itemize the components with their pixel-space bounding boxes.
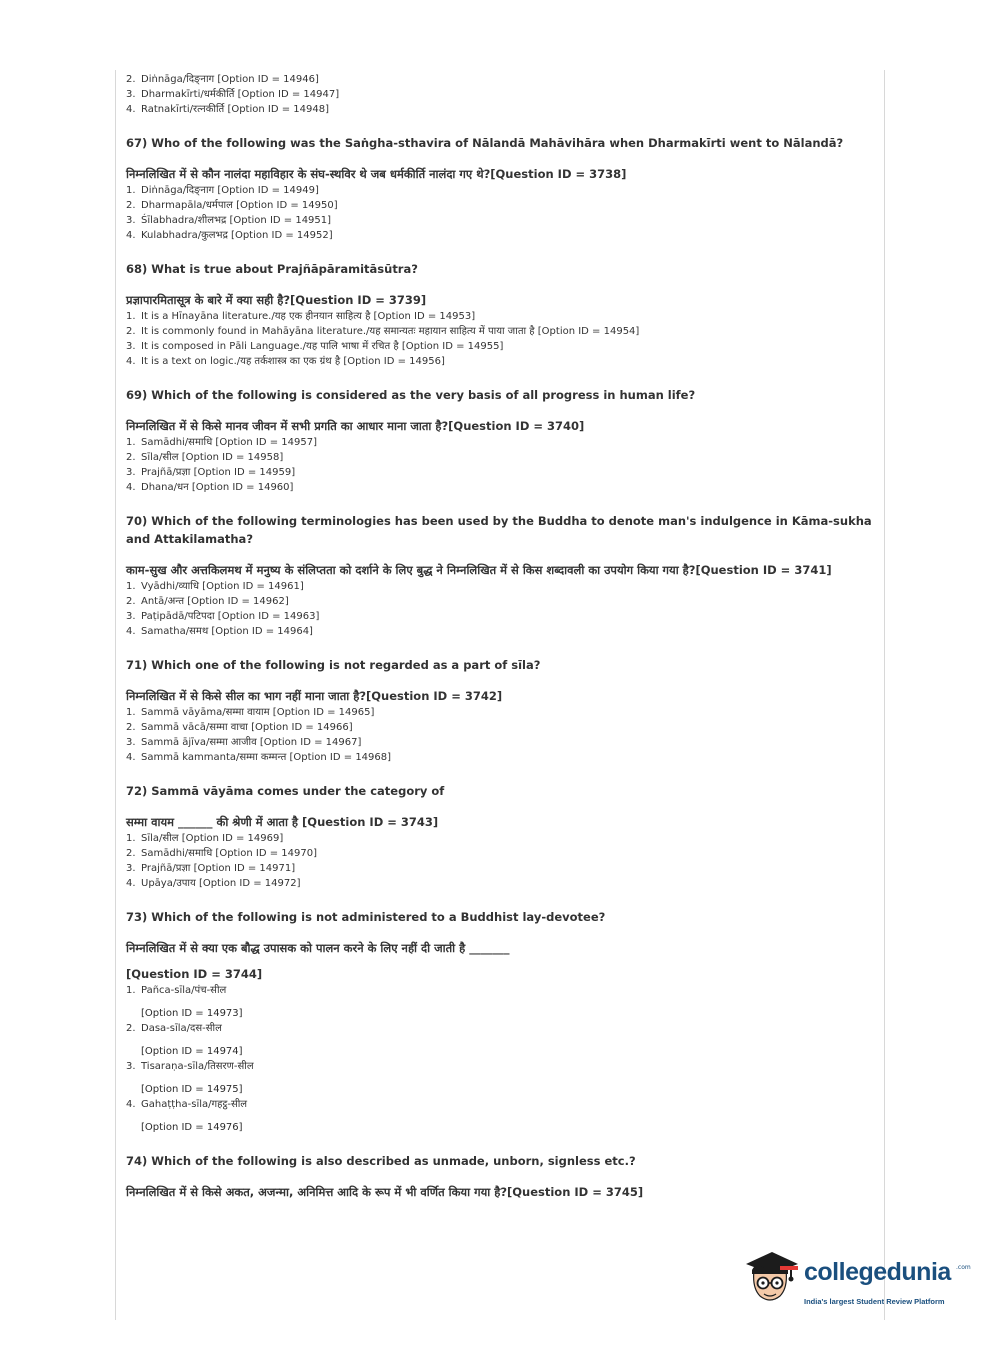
option: 2. Antā/अन्त [Option ID = 14962] bbox=[126, 596, 289, 607]
question-block-71 bbox=[126, 656, 876, 765]
logo-wordmark: collegedunia bbox=[804, 1258, 951, 1286]
option: 2. Dasa-sīla/दस-सील bbox=[126, 1023, 222, 1034]
logo-tagline: India's largest Student Review Platform bbox=[804, 1297, 945, 1306]
option: 4. Samatha/समथ [Option ID = 14964] bbox=[126, 626, 313, 637]
option: 2. Dharmapāla/धर्मपाल [Option ID = 14950] bbox=[126, 200, 338, 211]
option-id: [Option ID = 14976] bbox=[141, 1122, 243, 1133]
option: 1. Vyādhi/व्याधि [Option ID = 14961] bbox=[126, 581, 304, 592]
logo-suffix: .com bbox=[956, 1264, 971, 1271]
question-hindi: प्रज्ञापारमितासूत्र के बारे में क्या सही है?[Question ID = 3739] bbox=[126, 293, 427, 307]
question-text: 69) Which of the following is considered as the very basis of all progress in human life? bbox=[126, 388, 696, 402]
question-block-73 bbox=[126, 908, 876, 1135]
option-id: [Option ID = 14974] bbox=[141, 1046, 243, 1057]
option: 1. Pañca-sīla/पंच-सील bbox=[126, 985, 227, 996]
option: 4. Gahaṭṭha-sīla/गहट्ठ-सील bbox=[126, 1099, 248, 1110]
question-text: 68) What is true about Prajñāpāramitāsūtra? bbox=[126, 262, 418, 276]
option: 1. Diṅnāga/दिङ्नाग [Option ID = 14949] bbox=[126, 185, 319, 196]
option: 3. It is composed in Pāli Language./यह पालि भाषा में रचित है [Option ID = 14955] bbox=[126, 341, 504, 352]
option: 1. Samādhi/समाधि [Option ID = 14957] bbox=[126, 437, 317, 448]
collegedunia-logo bbox=[742, 1248, 972, 1310]
question-hindi: काम-सुख और अत्तकिलमथ में मनुष्य के संलिप्तता को दर्शाने के लिए बुद्ध ने निम्नलिखित में से किस शब्दावली का उपयोग किया गया है?[Question ID = 3741] bbox=[126, 563, 832, 577]
option: 4. It is a text on logic./यह तर्कशास्त्र का एक ग्रंथ है [Option ID = 14956] bbox=[126, 356, 445, 367]
option-id: [Option ID = 14973] bbox=[141, 1008, 243, 1019]
document-content bbox=[126, 72, 876, 1201]
option: 4. Sammā kammanta/सम्मा कम्मन्त [Option ID = 14968] bbox=[126, 752, 392, 763]
question-id: [Question ID = 3744] bbox=[126, 967, 263, 981]
question-text: 70) Which of the following terminologies has been used by the Buddha to denote man's indulgence in Kāma-sukha and Attakilamatha? bbox=[126, 514, 872, 546]
question-text: 72) Sammā vāyāma comes under the category of bbox=[126, 784, 445, 798]
option: 3. Prajñā/प्रज्ञा [Option ID = 14959] bbox=[126, 467, 296, 478]
option: 3. Paṭipādā/पटिपदा [Option ID = 14963] bbox=[126, 611, 320, 622]
option: 3. Śīlabhadra/शीलभद्र [Option ID = 14951] bbox=[126, 215, 332, 226]
question-hindi: निम्नलिखित में से किसे सील का भाग नहीं माना जाता है?[Question ID = 3742] bbox=[126, 689, 503, 703]
option: 2. Diṅnāga/दिङ्नाग [Option ID = 14946] bbox=[126, 74, 319, 85]
option: 2. Sammā vācā/सम्मा वाचा [Option ID = 14966] bbox=[126, 722, 353, 733]
option: 3. Sammā ājīva/सम्मा आजीव [Option ID = 14967] bbox=[126, 737, 362, 748]
question-block-70 bbox=[126, 512, 876, 639]
question-block-72 bbox=[126, 782, 876, 891]
option: 4. Ratnakīrti/रत्नकीर्ति [Option ID = 14948] bbox=[126, 104, 329, 115]
question-text: 67) Who of the following was the Saṅgha-sthavira of Nālandā Mahāvihāra when Dharmakīrti went to Nālandā? bbox=[126, 136, 844, 150]
option: 3. Prajñā/प्रज्ञा [Option ID = 14971] bbox=[126, 863, 296, 874]
top-options bbox=[126, 72, 876, 117]
question-text: 73) Which of the following is not administered to a Buddhist lay-devotee? bbox=[126, 910, 606, 924]
question-block-68 bbox=[126, 260, 876, 369]
option: 2. Samādhi/समाधि [Option ID = 14970] bbox=[126, 848, 317, 859]
option: 3. Tisaraṇa-sīla/तिसरण-सील bbox=[126, 1061, 254, 1072]
option: 2. Sīla/सील [Option ID = 14958] bbox=[126, 452, 284, 463]
question-block-69 bbox=[126, 386, 876, 495]
option: 4. Dhana/धन [Option ID = 14960] bbox=[126, 482, 294, 493]
graduate-mascot-icon bbox=[742, 1248, 800, 1308]
option: 4. Kulabhadra/कुलभद्र [Option ID = 14952] bbox=[126, 230, 333, 241]
question-hindi: निम्नलिखित में से क्या एक बौद्ध उपासक को पालन करने के लिए नहीं दी जाती है _______ bbox=[126, 941, 510, 955]
question-hindi: निम्नलिखित में से किसे मानव जीवन में सभी प्रगति का आधार माना जाता है?[Question ID = 3740] bbox=[126, 419, 585, 433]
question-hindi: निम्नलिखित में से कौन नालंदा महाविहार के संघ-स्थविर थे जब धर्मकीर्ति नालंदा गए थे?[Question ID = 3738] bbox=[126, 167, 627, 181]
option: 4. Upāya/उपाय [Option ID = 14972] bbox=[126, 878, 301, 889]
question-block-67 bbox=[126, 134, 876, 243]
option: 1. Sīla/सील [Option ID = 14969] bbox=[126, 833, 284, 844]
question-hindi: निम्नलिखित में से किसे अकत, अजन्मा, अनिमित्त आदि के रूप में भी वर्णित किया गया है?[Question ID = 3745] bbox=[126, 1185, 644, 1199]
option: 3. Dharmakīrti/धर्मकीर्ति [Option ID = 14947] bbox=[126, 89, 340, 100]
question-hindi: सम्मा वायम ______ की श्रेणी में आता है [Question ID = 3743] bbox=[126, 815, 439, 829]
question-text: 71) Which one of the following is not regarded as a part of sīla? bbox=[126, 658, 541, 672]
question-block-74 bbox=[126, 1152, 876, 1201]
option: 1. Sammā vāyāma/सम्मा वायाम [Option ID = 14965] bbox=[126, 707, 375, 718]
question-text: 74) Which of the following is also described as unmade, unborn, signless etc.? bbox=[126, 1154, 636, 1168]
option: 1. It is a Hīnayāna literature./यह एक हीनयान साहित्य है [Option ID = 14953] bbox=[126, 311, 476, 322]
option-id: [Option ID = 14975] bbox=[141, 1084, 243, 1095]
option: 2. It is commonly found in Mahāyāna literature./यह समान्यतः महायान साहित्य में पाया जाता है [Option ID = 14954] bbox=[126, 326, 640, 337]
